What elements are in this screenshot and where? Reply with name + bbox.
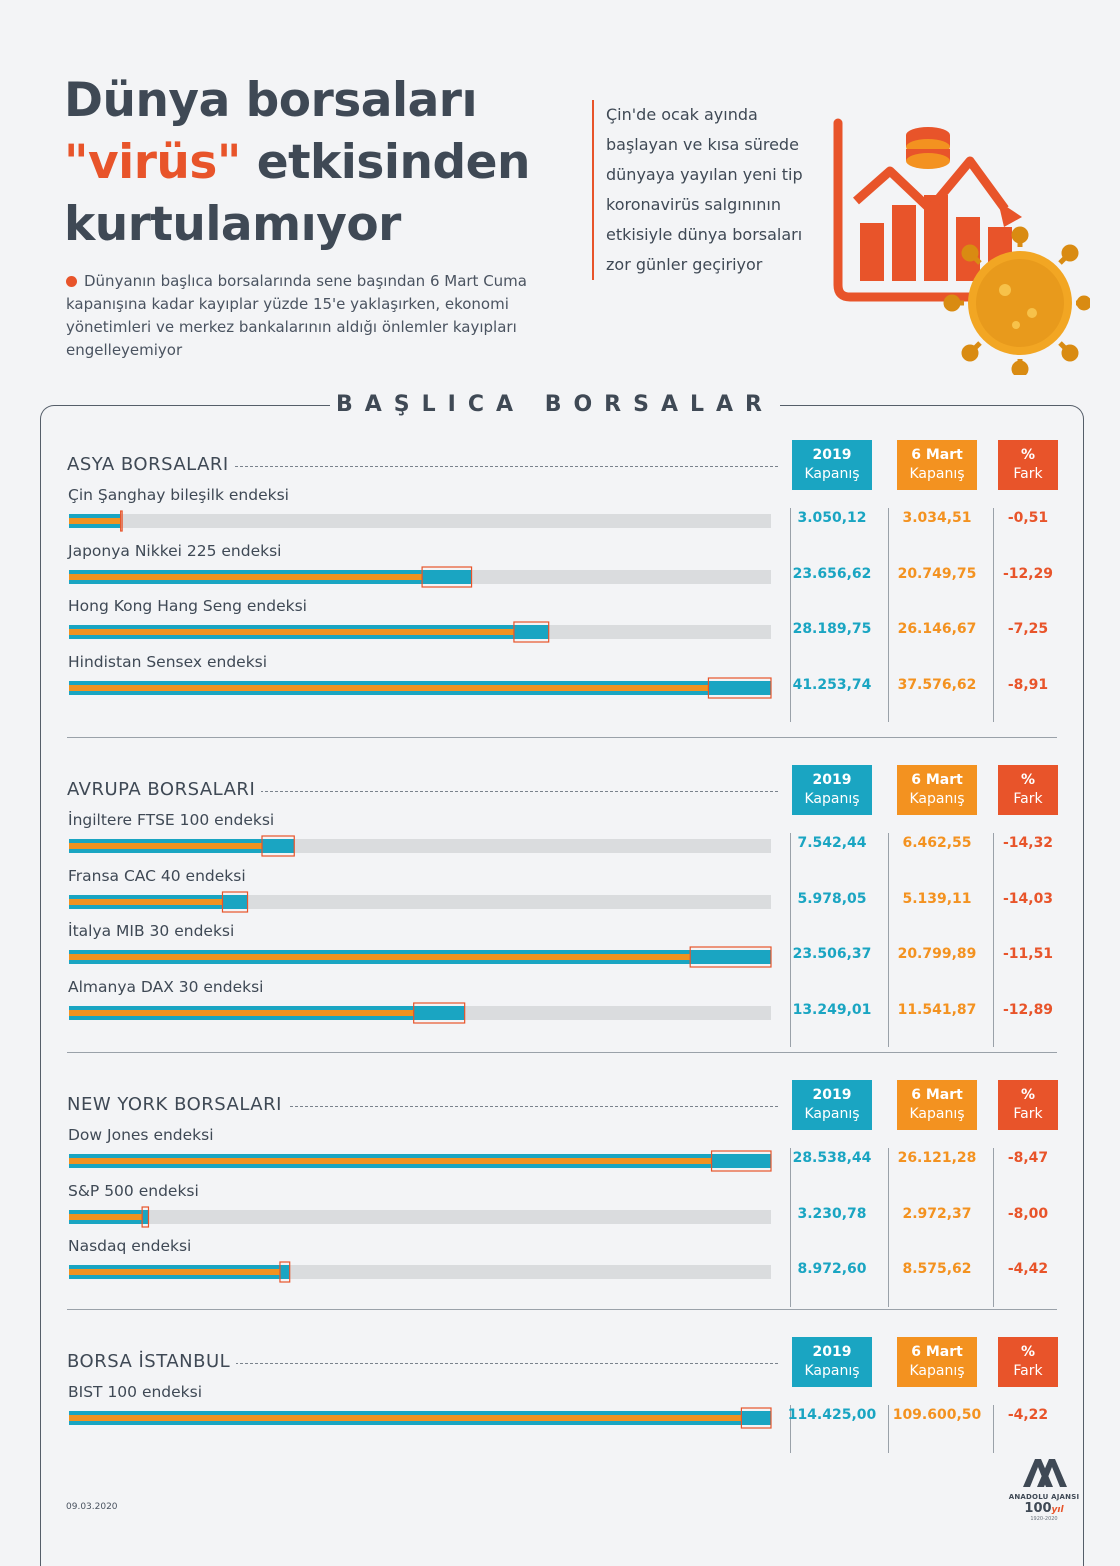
- value-6mart-close: 2.972,37: [902, 1205, 972, 1222]
- anadolu-logo: [1006, 1455, 1082, 1522]
- header-6mart-close: [897, 765, 977, 815]
- header-line-2: Kapanış: [909, 1363, 965, 1379]
- title-line-2-rest: etkisinden: [240, 135, 530, 190]
- exchange-bars: [67, 1150, 773, 1172]
- title-line-2: [64, 132, 584, 194]
- exchange-label: Almanya DAX 30 endeksi: [68, 977, 264, 996]
- header-2019-close: [792, 1337, 872, 1387]
- value-6mart-close: 3.034,51: [902, 510, 972, 526]
- header-pct-diff: [998, 765, 1058, 815]
- page-title: [64, 70, 584, 256]
- header-line-2: Kapanış: [804, 1363, 860, 1379]
- value-2019-close: 7.542,44: [797, 835, 867, 851]
- header-pct-diff: [998, 1337, 1058, 1387]
- virus-icon: [946, 229, 1089, 375]
- exchange-bars: [67, 566, 773, 588]
- value-2019-close: 23.656,62: [792, 565, 872, 582]
- value-2019-close: 114.425,00: [787, 1407, 877, 1423]
- footer-date: 09.03.2020: [66, 1502, 118, 1512]
- header-line-1: %: [1020, 772, 1036, 788]
- bar-6mart-close: [69, 1415, 741, 1421]
- agency-name: ANADOLU AJANSI: [1008, 1493, 1080, 1501]
- header-2019-close: [792, 765, 872, 815]
- value-2019-close: 13.249,01: [792, 1001, 872, 1018]
- section-separator: [67, 737, 1057, 738]
- value-pct-diff: -14,03: [1002, 890, 1054, 907]
- header-2019-close: [792, 440, 872, 490]
- value-6mart-close: 26.121,28: [897, 1150, 977, 1166]
- anniversary-mark: [1006, 1501, 1082, 1516]
- exchange-bars: [67, 1407, 773, 1429]
- section-title: NEW YORK BORSALARI: [67, 1094, 288, 1115]
- anniversary-number: 100: [1024, 1501, 1052, 1516]
- header-line-1: 6 Mart: [911, 1344, 963, 1360]
- value-6mart-close: 20.749,75: [897, 565, 977, 582]
- title-highlight: "virüs": [64, 135, 241, 190]
- side-note: Çin'de ocak ayında başlayan ve kısa sürede dünyaya yayılan yeni tip koronavirüs salgınının etkisiyle dünya borsaları zor günler geçiriyor: [592, 100, 816, 280]
- exchange-bars: [67, 946, 773, 968]
- anniversary-suffix: yıl: [1051, 1505, 1064, 1515]
- section-title: AVRUPA BORSALARI: [67, 779, 261, 800]
- header-line-1: 2019: [812, 1344, 852, 1360]
- header-line-2: Kapanış: [909, 1106, 965, 1122]
- bar-6mart-close: [69, 629, 514, 635]
- value-6mart-close: 11.541,87: [897, 1001, 977, 1018]
- title-line-3: kurtulamıyor: [64, 197, 401, 252]
- bar-6mart-close: [69, 574, 422, 580]
- header-line-2: Fark: [1013, 1106, 1043, 1122]
- header-line-1: %: [1020, 1344, 1036, 1360]
- value-pct-diff: -4,42: [1007, 1261, 1049, 1277]
- column-divider: [790, 1148, 791, 1307]
- value-6mart-close: 6.462,55: [902, 835, 972, 851]
- header-line-1: 6 Mart: [911, 772, 963, 788]
- value-pct-diff: -4,22: [1007, 1407, 1049, 1423]
- value-6mart-close: 109.600,50: [892, 1407, 982, 1423]
- exchange-bars: [67, 1261, 773, 1283]
- exchange-bars: [67, 510, 773, 532]
- exchange-bars: [67, 621, 773, 643]
- exchange-label: Çin Şanghay bileşilk endeksi: [68, 486, 289, 504]
- header-line-1: 6 Mart: [911, 447, 963, 463]
- header-line-2: Kapanış: [909, 791, 965, 807]
- value-pct-diff: -8,00: [1007, 1205, 1049, 1222]
- exchange-label: Hong Kong Hang Seng endeksi: [68, 597, 307, 615]
- value-2019-close: 3.230,78: [797, 1205, 867, 1222]
- value-2019-close: 23.506,37: [792, 946, 872, 962]
- bar-6mart-close: [69, 685, 708, 691]
- column-divider: [993, 1148, 994, 1307]
- exchange-label: BIST 100 endeksi: [68, 1383, 203, 1401]
- bar-6mart-close: [69, 1010, 414, 1016]
- exchange-label: İngiltere FTSE 100 endeksi: [68, 811, 275, 829]
- section-dash-line: [150, 1363, 778, 1364]
- exchange-bars: [67, 891, 773, 913]
- value-2019-close: 3.050,12: [797, 510, 867, 526]
- value-6mart-close: 5.139,11: [902, 890, 972, 907]
- value-pct-diff: -8,91: [1007, 676, 1049, 693]
- header-line-1: %: [1020, 1087, 1036, 1103]
- subtitle: [66, 270, 556, 362]
- value-2019-close: 8.972,60: [797, 1261, 867, 1277]
- header-6mart-close: [897, 1080, 977, 1130]
- header-line-2: Fark: [1013, 466, 1043, 482]
- title-line-1: Dünya borsaları: [64, 73, 478, 128]
- header-pct-diff: [998, 1080, 1058, 1130]
- value-pct-diff: -11,51: [1002, 946, 1054, 962]
- header-line-1: 2019: [812, 447, 852, 463]
- exchange-label: Fransa CAC 40 endeksi: [68, 866, 246, 885]
- bar-loss-outline: [121, 511, 123, 531]
- value-6mart-close: 8.575,62: [902, 1261, 972, 1277]
- column-divider: [888, 1148, 889, 1307]
- section-title: BORSA İSTANBUL: [67, 1351, 236, 1372]
- subtitle-text: Dünyanın başlıca borsalarında sene başından 6 Mart Cuma kapanışına kadar kayıplar yüzde 15'e yaklaşırken, ekonomi yönetimleri ve merkez bankalarının aldığı önlemler kayıpları engelleyemiyor: [66, 272, 527, 359]
- bar-6mart-close: [69, 1214, 142, 1220]
- header-line-2: Kapanış: [804, 791, 860, 807]
- chart-virus-illustration: [820, 105, 1090, 379]
- header-line-1: 2019: [812, 772, 852, 788]
- bar-6mart-close: [69, 1269, 280, 1275]
- value-6mart-close: 20.799,89: [897, 946, 977, 962]
- section-dash-line: [150, 466, 778, 467]
- exchange-label: İtalya MIB 30 endeksi: [68, 922, 235, 940]
- exchange-bars: [67, 1002, 773, 1024]
- anniversary-years: 1920-2020: [1030, 1516, 1058, 1522]
- bar-6mart-close: [69, 518, 121, 524]
- value-pct-diff: -12,29: [1002, 565, 1054, 582]
- section-separator: [67, 1052, 1057, 1053]
- value-pct-diff: -8,47: [1007, 1150, 1049, 1166]
- frame-title: BAŞLICA BORSALAR: [330, 388, 780, 422]
- exchange-label: Nasdaq endeksi: [68, 1237, 192, 1255]
- section-title: ASYA BORSALARI: [67, 454, 235, 475]
- bar-6mart-close: [69, 954, 690, 960]
- value-2019-close: 41.253,74: [792, 676, 872, 693]
- exchange-label: Hindistan Sensex endeksi: [68, 652, 268, 671]
- header-line-1: 6 Mart: [911, 1087, 963, 1103]
- header-line-2: Fark: [1013, 791, 1043, 807]
- header-line-2: Kapanış: [909, 466, 965, 482]
- aa-logo-icon: [1021, 1455, 1067, 1489]
- exchange-label: Japonya Nikkei 225 endeksi: [68, 541, 282, 560]
- value-2019-close: 28.189,75: [792, 621, 872, 637]
- value-pct-diff: -14,32: [1002, 835, 1054, 851]
- value-2019-close: 5.978,05: [797, 890, 867, 907]
- value-pct-diff: -7,25: [1007, 621, 1049, 637]
- bar-6mart-close: [69, 843, 262, 849]
- value-2019-close: 28.538,44: [792, 1150, 872, 1166]
- declining-chart-icon: [820, 105, 1090, 375]
- bar-6mart-close: [69, 899, 222, 905]
- bar-6mart-close: [69, 1158, 712, 1164]
- header-6mart-close: [897, 440, 977, 490]
- exchange-label: S&P 500 endeksi: [68, 1181, 199, 1200]
- header-line-1: %: [1020, 447, 1036, 463]
- header-line-2: Fark: [1013, 1363, 1043, 1379]
- header-2019-close: [792, 1080, 872, 1130]
- value-6mart-close: 37.576,62: [897, 676, 977, 693]
- exchange-label: Dow Jones endeksi: [68, 1126, 214, 1144]
- header-line-2: Kapanış: [804, 1106, 860, 1122]
- header-pct-diff: [998, 440, 1058, 490]
- value-6mart-close: 26.146,67: [897, 621, 977, 637]
- header-6mart-close: [897, 1337, 977, 1387]
- exchange-bars: [67, 835, 773, 857]
- section-separator: [67, 1309, 1057, 1310]
- exchange-bars: [67, 677, 773, 699]
- header-line-2: Kapanış: [804, 466, 860, 482]
- exchange-bars: [67, 1206, 773, 1228]
- value-pct-diff: -0,51: [1007, 510, 1049, 526]
- value-pct-diff: -12,89: [1002, 1001, 1054, 1018]
- header-line-1: 2019: [812, 1087, 852, 1103]
